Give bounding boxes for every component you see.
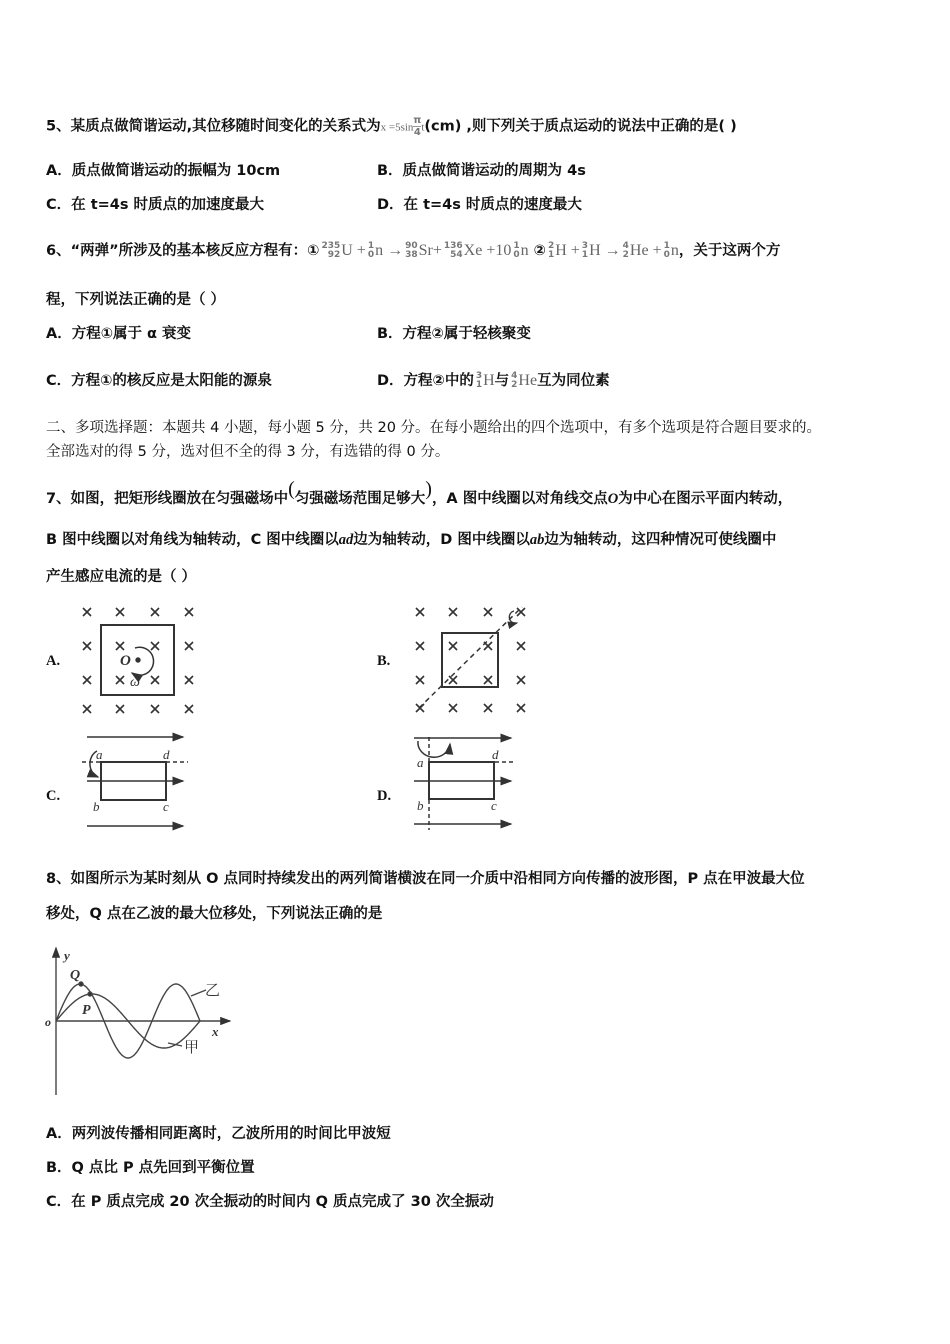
field-cross-icon <box>185 676 193 684</box>
circle-2: ② <box>533 243 546 259</box>
origin-label: o <box>45 1015 51 1029</box>
field-cross-icon <box>83 676 91 684</box>
field-cross-icon <box>116 642 124 650</box>
field-cross-icon <box>83 608 91 616</box>
figure-d <box>414 737 516 830</box>
optd-h: H <box>483 372 495 389</box>
label-d: d <box>163 747 170 762</box>
q7-l2-c: 边为轴转动，这四种情况可使线圈中 <box>544 532 777 548</box>
frac-den: 4 <box>413 127 421 138</box>
q7-stem-line3: 产生感应电流的是（ ） <box>46 569 197 585</box>
q7-paren-text: 匀强磁场范围足够大 <box>294 491 426 507</box>
wave-graph <box>45 948 230 1095</box>
field-cross-icon <box>517 704 525 712</box>
q6-option-b: B．方程②属于轻核聚变 <box>377 326 531 342</box>
nuclide-n1: 1 0 <box>367 241 375 260</box>
field-crosses <box>416 608 525 712</box>
field-cross-icon <box>151 642 159 650</box>
field-cross-icon <box>449 676 457 684</box>
frac-num: π <box>413 115 422 126</box>
rotation-arrow <box>132 647 154 675</box>
field-cross-icon <box>116 705 124 713</box>
field-cross-icon <box>517 676 525 684</box>
fig-label-c: C. <box>46 788 61 804</box>
nuclide-h3: 3 1 <box>475 371 483 390</box>
optd-he: He <box>518 372 538 389</box>
label-omega: ω <box>130 675 140 690</box>
field-cross-icon <box>185 642 193 650</box>
q6-stem-line2: 程，下列说法正确的是（ ） <box>46 292 226 308</box>
eq1-n2: n <box>520 242 529 259</box>
label-leader-yi <box>191 990 206 996</box>
eq1-sr: Sr+ <box>418 242 442 259</box>
figure-a <box>83 608 193 713</box>
nuclide-sr: 90 38 <box>405 241 418 260</box>
q6-option-c: C．方程①的核反应是太阳能的源泉 <box>46 373 272 389</box>
label-c: c <box>163 799 169 814</box>
eq1-n1: n → <box>375 242 404 259</box>
point-p <box>88 992 92 996</box>
field-cross-icon <box>416 676 424 684</box>
nuclide-u: 235 92 <box>321 241 341 260</box>
y-label: y <box>64 948 70 963</box>
field-cross-icon <box>185 705 193 713</box>
p-label: P <box>82 1003 91 1018</box>
rotation-axis <box>419 607 522 708</box>
paren-close: ) <box>425 478 432 500</box>
q8-stem-line1: 8、如图所示为某时刻从 O 点同时持续发出的两列简谐横波在同一介质中沿相同方向传播的波形图，P 点在甲波最大位 <box>46 871 805 887</box>
field-cross-icon <box>116 676 124 684</box>
optd-mid: 与 <box>494 373 510 389</box>
field-cross-icon <box>484 676 492 684</box>
field-cross-icon <box>449 642 457 650</box>
eq1-xe: Xe +10 <box>463 242 512 259</box>
paren-open: ( <box>288 478 295 500</box>
field-cross-icon <box>151 705 159 713</box>
label-d: d <box>492 747 499 762</box>
field-cross-icon <box>449 608 457 616</box>
fig-label-b: B. <box>377 653 391 669</box>
q7-l1-post: ，A 图中线圈以对角线交点 <box>431 491 608 507</box>
q5-option-d: D．在 t=4s 时质点的速度最大 <box>377 197 582 213</box>
field-cross-icon <box>116 608 124 616</box>
eq2-h3: H → <box>589 242 621 259</box>
point-o: O <box>607 491 619 507</box>
q7-l1-post-b: 为中心在图示平面内转动， <box>618 491 793 507</box>
q6-option-a: A．方程①属于 α 衰变 <box>46 326 192 342</box>
nuclide-h2: 2 1 <box>547 241 555 260</box>
fig-label-a: A. <box>46 653 61 669</box>
label-b: b <box>93 799 100 814</box>
field-cross-icon <box>484 704 492 712</box>
eq1-u: U + <box>341 242 366 259</box>
q-label: Q <box>70 968 81 983</box>
edge-ab: ab <box>529 532 545 548</box>
field-cross-icon <box>449 704 457 712</box>
field-cross-icon <box>416 608 424 616</box>
q5-option-b: B．质点做简谐运动的周期为 4s <box>377 163 586 179</box>
figure-c <box>82 737 188 826</box>
wave-yi-label: 乙 <box>205 981 221 999</box>
label-o: O <box>120 653 131 669</box>
section2-heading: 二、多项选择题：本题共 4 小题，每小题 5 分，共 20 分。在每小题给出的四个选项中，有多个选项是符合题目要求的。 <box>46 420 822 436</box>
field-cross-icon <box>83 705 91 713</box>
x-label: x <box>212 1024 219 1039</box>
edge-ad: ad <box>338 532 354 548</box>
field-cross-icon <box>517 608 525 616</box>
label-c: c <box>491 798 497 813</box>
field-cross-icon <box>185 608 193 616</box>
q8-option-c: C．在 P 质点完成 20 次全振动的时间内 Q 质点完成了 30 次全振动 <box>46 1194 494 1210</box>
nuclide-n: 1 0 <box>663 241 670 260</box>
figure-b <box>416 607 525 712</box>
field-cross-icon <box>484 608 492 616</box>
q7-l2-a: B 图中线圈以对角线为轴转动，C 图中线圈以 <box>46 532 339 548</box>
q6-optd-pre: D．方程②中的 <box>377 373 474 389</box>
field-cross-icon <box>517 642 525 650</box>
label-b: b <box>417 798 424 813</box>
nuclide-xe: 136 54 <box>443 241 463 260</box>
field-cross-icon <box>151 676 159 684</box>
nuclide-h3: 3 1 <box>581 241 589 260</box>
wave-jia-label: 甲 <box>184 1038 200 1056</box>
q8-option-b: B．Q 点比 P 点先回到平衡位置 <box>46 1160 255 1176</box>
q5-option-c: C．在 t=4s 时质点的加速度最大 <box>46 197 265 213</box>
section2-note: 全部选对的得 5 分，选对但不全的得 3 分，有选错的得 0 分。 <box>46 444 450 460</box>
eq2-n: n <box>670 242 679 259</box>
eq2-he: He + <box>629 242 662 259</box>
q5-option-a: A．质点做简谐运动的振幅为 10cm <box>46 163 281 179</box>
field-cross-icon <box>416 642 424 650</box>
field-cross-icon <box>83 642 91 650</box>
nuclide-he: 4 2 <box>622 241 629 260</box>
q5-formula: x =5sin <box>380 121 414 134</box>
label-a: a <box>96 747 103 762</box>
nuclide-he4: 4 2 <box>511 371 518 390</box>
q5-stem-post: (cm) ,则下列关于质点运动的说法中正确的是( ) <box>424 118 737 135</box>
q5-stem-text: 5、某质点做简谐运动,其位移随时间变化的关系式为 <box>46 118 381 135</box>
q6-stem-text: 6、“两弹”所涉及的基本核反应方程有：① <box>46 243 320 259</box>
nuclide-n2: 1 0 <box>513 241 520 260</box>
center-dot <box>136 658 140 662</box>
eq2-h2: H + <box>555 242 580 259</box>
q8-option-a: A．两列波传播相同距离时，乙波所用的时间比甲波短 <box>46 1126 391 1142</box>
label-a: a <box>417 755 424 770</box>
q7-l2-b: 边为轴转动，D 图中线圈以 <box>353 532 530 548</box>
field-cross-icon <box>151 608 159 616</box>
q8-stem-line2: 移处，Q 点在乙波的最大位移处，下列说法正确的是 <box>46 906 383 922</box>
q7-l1-pre: 7、如图，把矩形线圈放在匀强磁场中 <box>46 491 289 507</box>
q6-stem-post: ，关于这两个方 <box>678 243 781 259</box>
fig-label-d: D. <box>377 788 392 804</box>
optd-post: 互为同位素 <box>537 373 610 389</box>
q5-formula-t: t <box>421 121 425 134</box>
